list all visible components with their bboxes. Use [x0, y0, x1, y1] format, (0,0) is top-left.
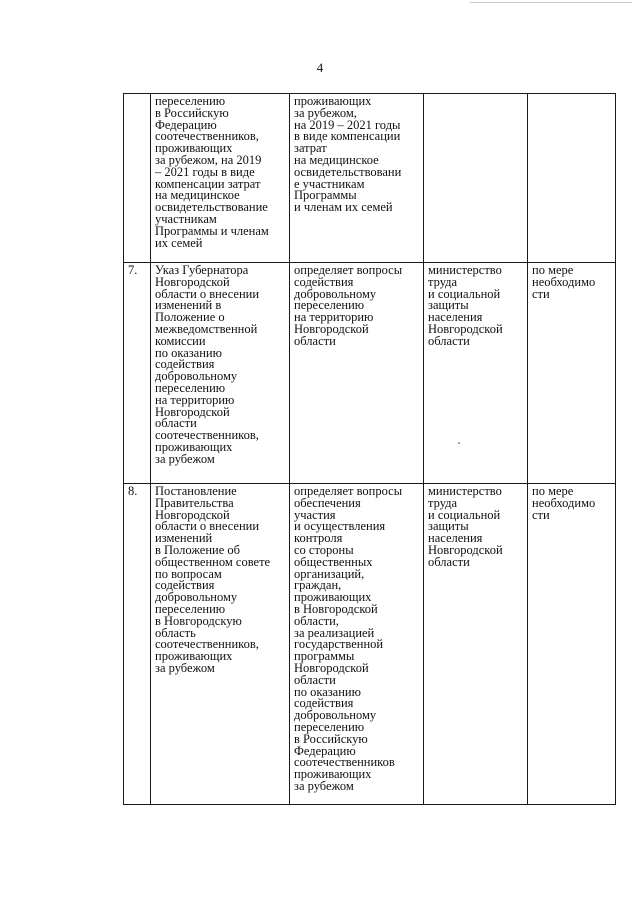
description-cell: определяет вопросы обеспечения участия и осуществления контроля со стороны общественных организаций, граждан, проживающих в Новгородской области, за реализацией государственной программы Новгородской области по оказанию содействия добровольному переселению в Российскую Федерацию соотечественников проживающих за рубежом	[290, 484, 424, 805]
term-cell: по мере необходимо сти	[528, 484, 616, 805]
responsible-cell	[424, 94, 528, 263]
description-cell: определяет вопросы содействия добровольному переселению на территорию Новгородской области	[290, 263, 424, 484]
term-cell: по мере необходимо сти	[528, 263, 616, 484]
row-number	[124, 94, 151, 263]
responsible-cell: министерство труда и социальной защиты населения Новгородской области	[424, 484, 528, 805]
row-number: 8.	[124, 484, 151, 805]
document-name-cell: Постановление Правительства Новгородской области о внесении изменений в Положение об общественном совете по вопросам содействия добровольному переселению в Новгородскую область соотечественников, проживающих за рубежом	[151, 484, 290, 805]
term-cell	[528, 94, 616, 263]
table-row	[124, 263, 616, 484]
scan-speck	[458, 442, 460, 444]
table-row	[124, 484, 616, 805]
row-number: 7.	[124, 263, 151, 484]
measures-table	[123, 93, 616, 805]
document-name-cell: Указ Губернатора Новгородской области о внесении изменений в Положение о межведомственной комиссии по оказанию содействия добровольному переселению на территорию Новгородской области соотечественников, проживающих за рубежом	[151, 263, 290, 484]
scan-edge-line	[470, 2, 632, 3]
responsible-cell: министерство труда и социальной защиты населения Новгородской области	[424, 263, 528, 484]
page-number: 4	[316, 60, 324, 75]
table-row	[124, 94, 616, 263]
document-name-cell: переселению в Российскую Федерацию соотечественников, проживающих за рубежом, на 2019 – 2021 годы в виде компенсации затрат на медицинское освидетельствование участникам Программы и членам их семей	[151, 94, 290, 263]
description-cell: проживающих за рубежом, на 2019 – 2021 годы в виде компенсации затрат на медицинское освидетельствовани е участникам Программы и членам их семей	[290, 94, 424, 263]
